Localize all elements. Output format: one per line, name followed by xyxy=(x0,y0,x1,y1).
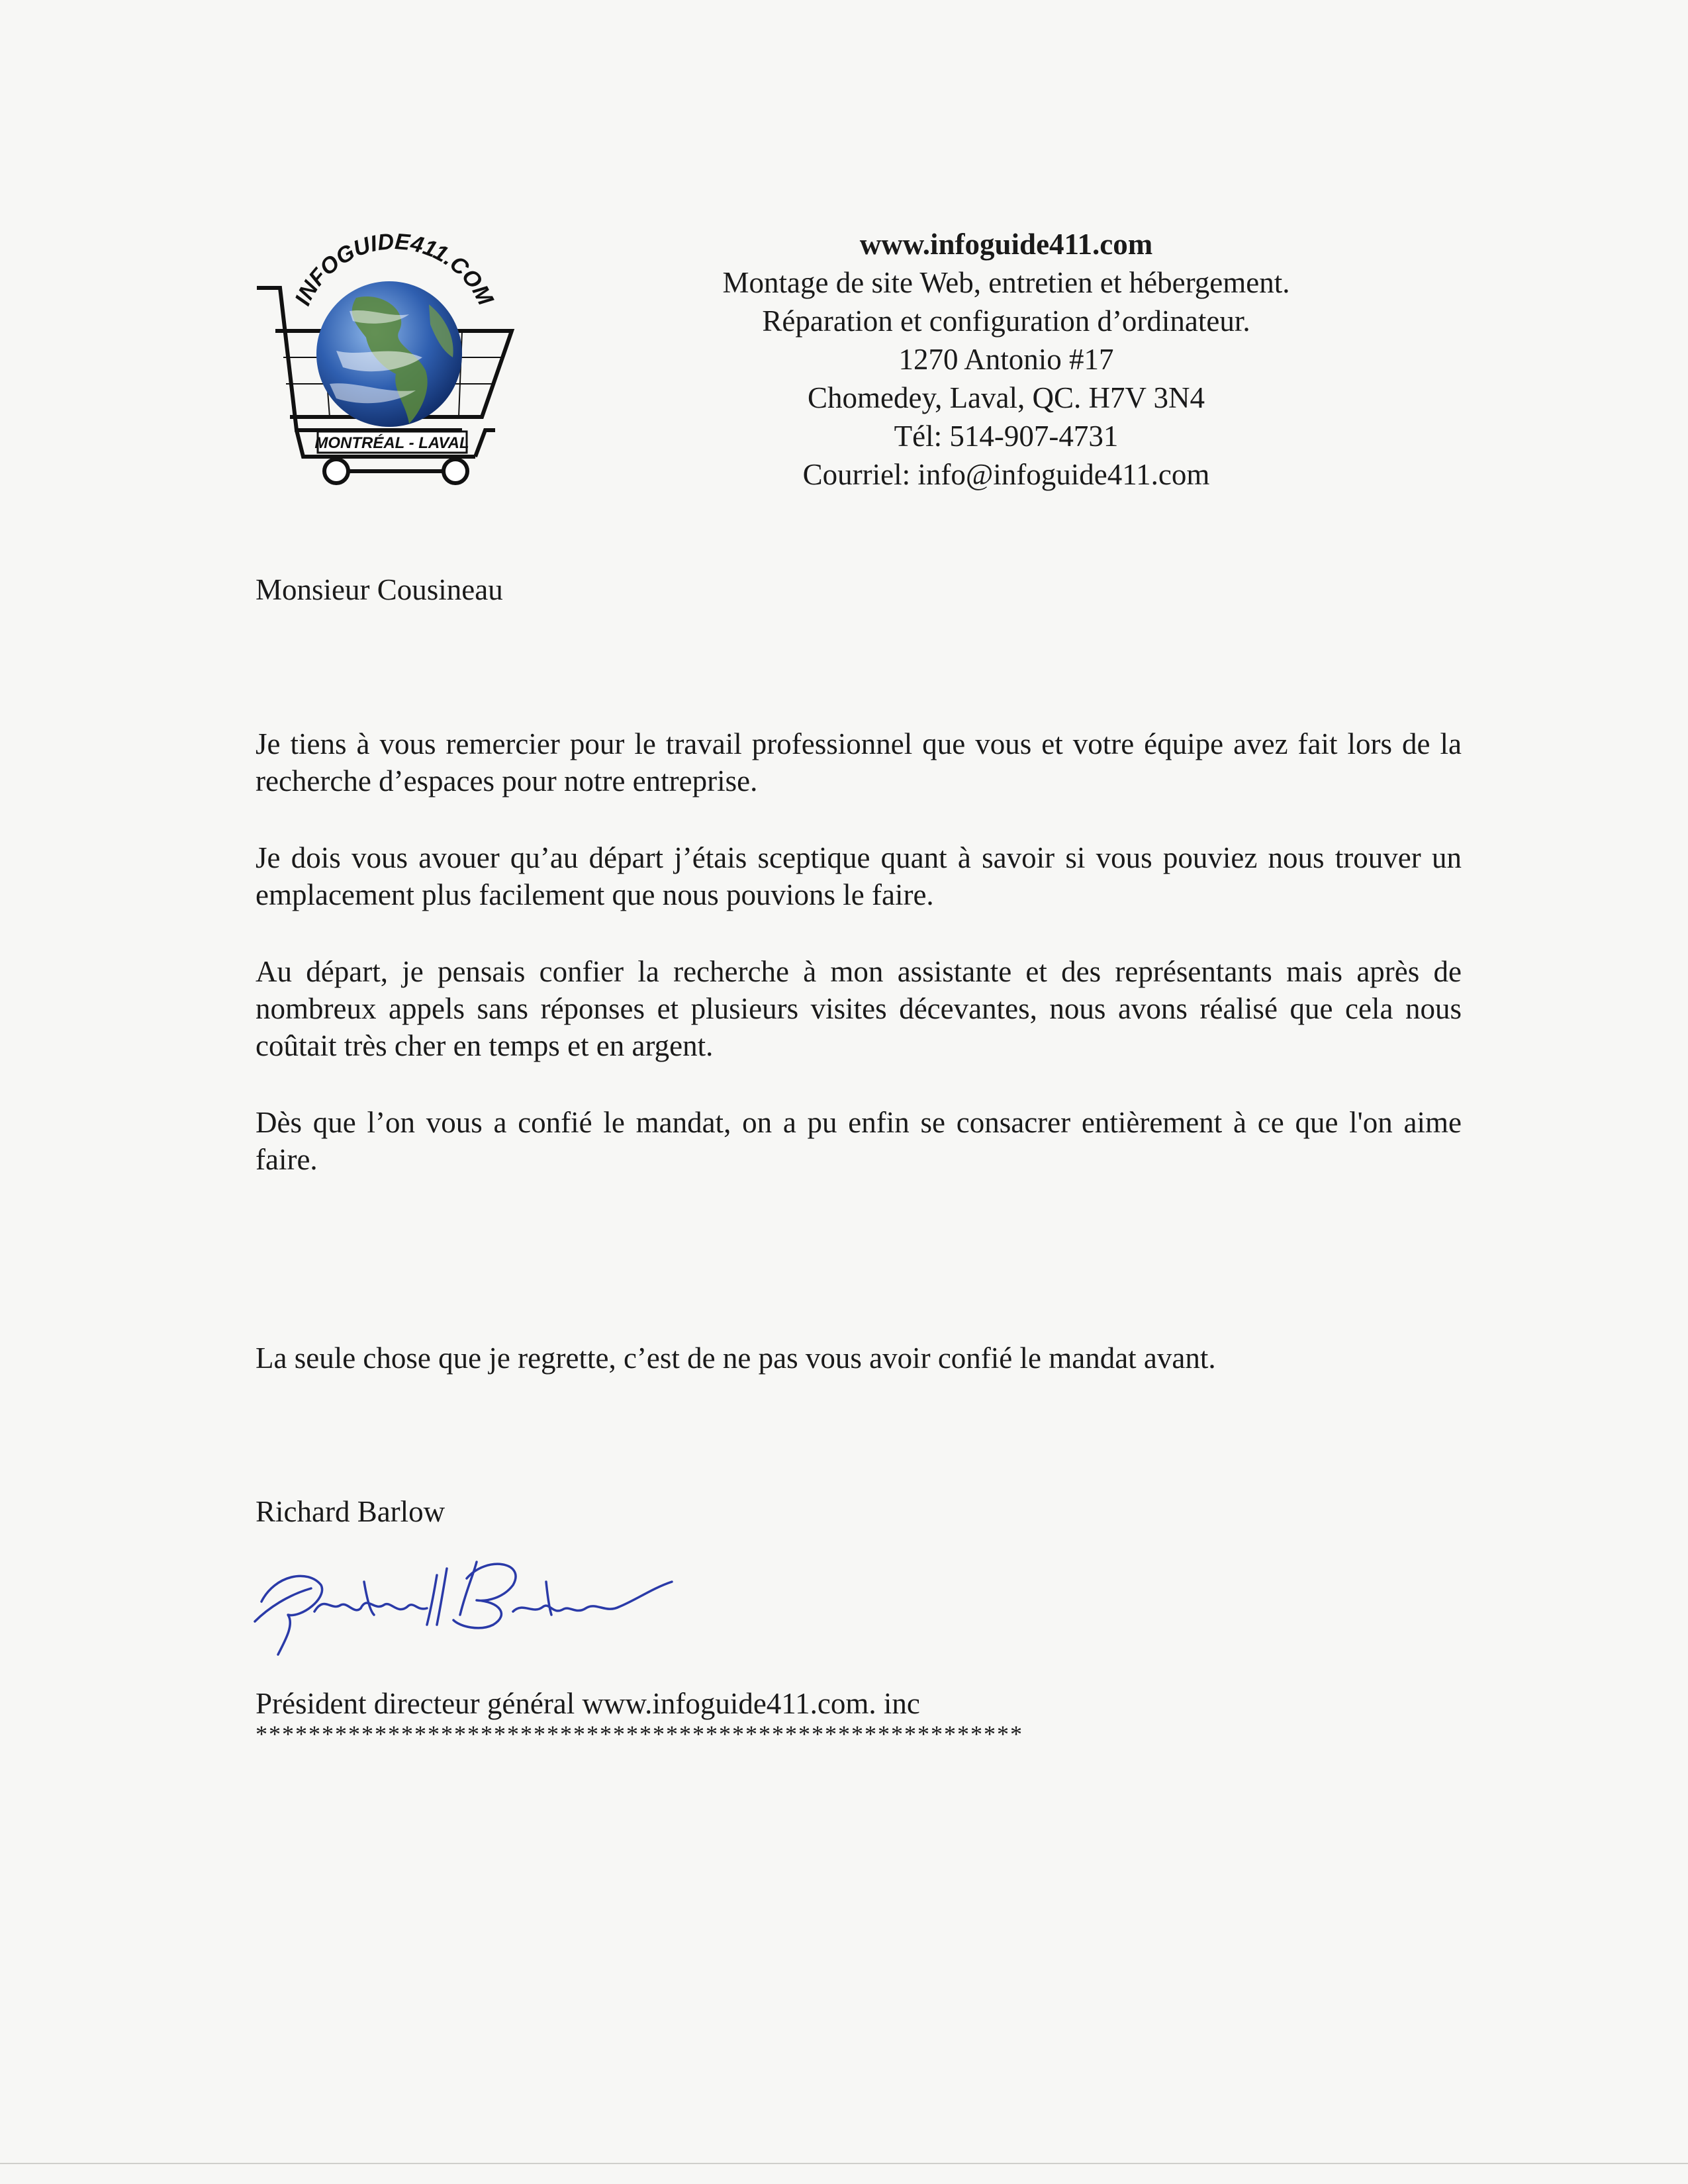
signer-name: Richard Barlow xyxy=(256,1495,445,1528)
letterhead-service-repair: Réparation et configuration d’ordinateur. xyxy=(762,304,1250,338)
letterhead-email: Courriel: info@infoguide411.com xyxy=(802,458,1210,491)
letterhead xyxy=(635,225,1377,494)
letterhead-service-web: Montage de site Web, entretien et hébergement. xyxy=(722,266,1290,299)
paragraph-mandate: Dès que l’on vous a confié le mandat, on a pu enfin se consacrer entièrement à ce que l'on aime faire. xyxy=(256,1106,1462,1176)
closing-remark: La seule chose que je regrette, c’est de ne pas vous avoir confié le mandat avant. xyxy=(256,1342,1216,1375)
salutation: Monsieur Cousineau xyxy=(256,573,503,606)
paragraph-thanks: Je tiens à vous remercier pour le travail professionnel que vous et votre équipe avez fait lors de la recherche d’espaces pour notre entreprise. xyxy=(256,727,1462,797)
separator-line: ********************************************************** xyxy=(256,1721,1023,1747)
logo-arc-text: INFOGUIDE411.COM xyxy=(290,228,498,310)
logo-cart-text: MONTRÉAL - LAVAL xyxy=(314,434,469,452)
page-bottom-edge xyxy=(0,2163,1688,2164)
signer-title: Président directeur général www.infoguide411.com. inc xyxy=(256,1687,920,1720)
handwritten-signature xyxy=(248,1549,685,1661)
paragraph-initial-plan: Au départ, je pensais confier la recherche à mon assistante et des représentants mais après de nombreux appels sans réponses et plusieurs visites décevantes, nous avons réalisé que cela nous coûtait très cher en temps et en argent. xyxy=(256,955,1462,1062)
letterhead-website: www.infoguide411.com xyxy=(859,228,1153,261)
letterhead-phone: Tél: 514-907-4731 xyxy=(894,420,1119,453)
paragraph-sceptical: Je dois vous avouer qu’au départ j’étais sceptique quant à savoir si vous pouviez nous trouver un emplacement plus facilement que nous pouvions le faire. xyxy=(256,841,1462,911)
letterhead-address-city: Chomedey, Laval, QC. H7V 3N4 xyxy=(808,381,1205,414)
infoguide-logo xyxy=(257,225,522,490)
globe-icon xyxy=(316,281,462,427)
letter-body xyxy=(256,725,1462,1218)
logo-banner xyxy=(314,432,469,453)
letterhead-address-street: 1270 Antonio #17 xyxy=(898,343,1114,376)
